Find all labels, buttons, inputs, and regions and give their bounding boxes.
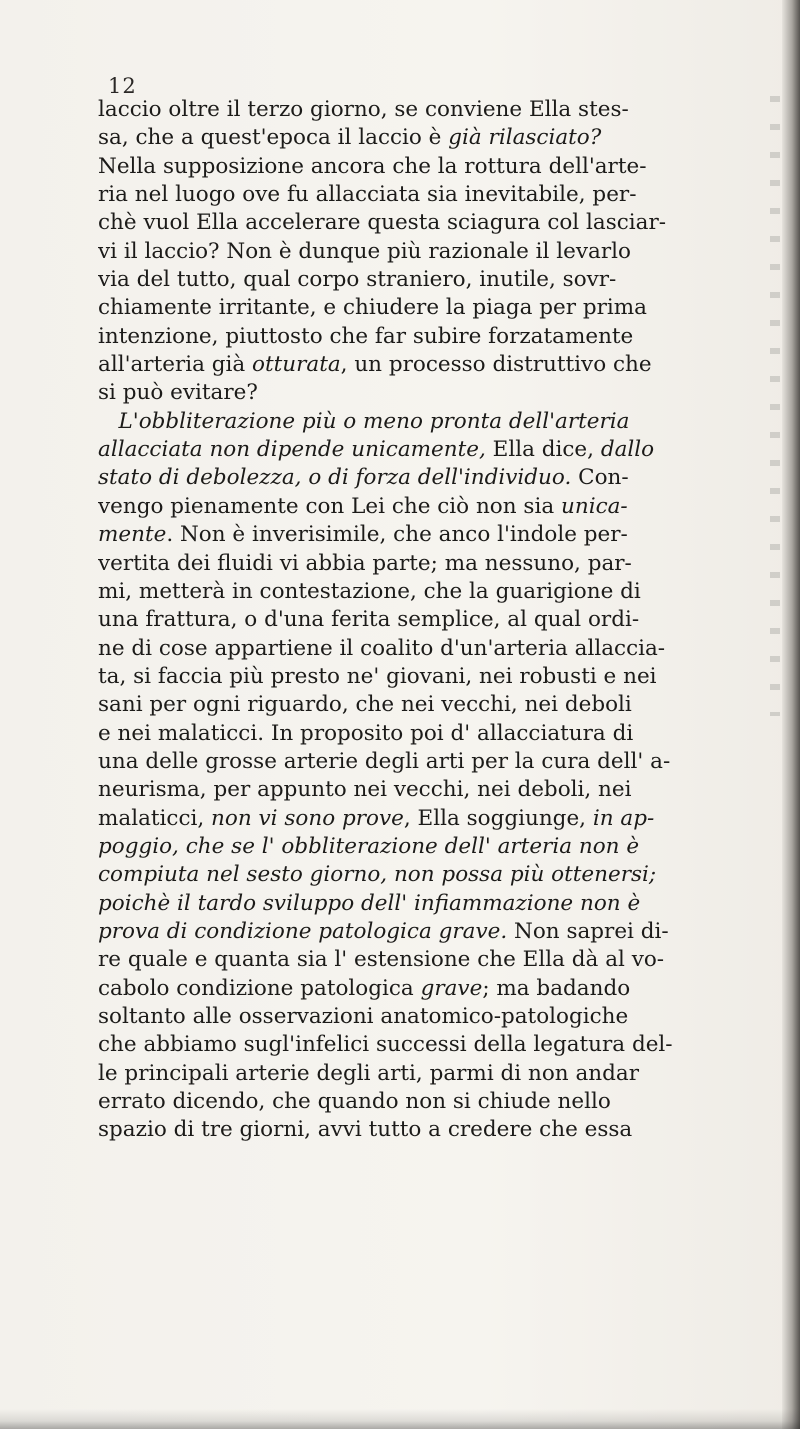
text-segment: malaticci, bbox=[98, 805, 212, 831]
italic-text-segment: non vi sono prove bbox=[211, 805, 404, 831]
text-segment: all'arteria già bbox=[98, 352, 253, 378]
text-line bbox=[98, 124, 768, 152]
text-segment: ne di cose appartiene il coalito d'un'arteria allaccia- bbox=[98, 635, 666, 661]
text-line bbox=[98, 550, 768, 578]
text-line bbox=[98, 436, 768, 464]
italic-text-segment: grave bbox=[420, 975, 483, 1001]
italic-text-segment: prova di condizione patologica grave. bbox=[98, 918, 508, 944]
text-segment: le principali arterie degli arti, parmi di non andar bbox=[98, 1060, 639, 1086]
italic-text-segment: già rilasciato? bbox=[448, 125, 602, 151]
italic-text-segment: unica- bbox=[561, 493, 628, 519]
text-line bbox=[98, 294, 768, 322]
italic-text-segment: compiuta nel sesto giorno, non possa più ottenersi; bbox=[98, 862, 657, 888]
text-segment: ria nel luogo ove fu allacciata sia inevitabile, per- bbox=[98, 182, 637, 208]
text-line bbox=[98, 776, 768, 804]
text-segment: mi, metterà in contestazione, che la guarigione di bbox=[98, 578, 641, 604]
text-line bbox=[98, 181, 768, 209]
text-line bbox=[98, 861, 768, 889]
page-bottom-shadow bbox=[0, 1409, 800, 1429]
adjacent-page-edge-marks bbox=[770, 96, 780, 716]
text-segment: che abbiamo sugl'infelici successi della legatura del- bbox=[98, 1032, 673, 1058]
page-binding-shadow bbox=[782, 0, 800, 1429]
text-segment: ta, si faccia più presto ne' giovani, nei robusti e nei bbox=[98, 663, 657, 689]
text-line bbox=[98, 96, 768, 124]
text-line bbox=[98, 1003, 768, 1031]
text-segment: Nella supposizione ancora che la rottura dell'arte- bbox=[98, 153, 647, 179]
text-segment: Non saprei di- bbox=[507, 918, 669, 944]
text-segment: si può evitare? bbox=[98, 380, 258, 406]
text-line bbox=[98, 635, 768, 663]
text-line bbox=[98, 323, 768, 351]
text-line bbox=[98, 748, 768, 776]
text-line bbox=[98, 379, 768, 407]
italic-text-segment: L'obbliterazione più o meno pronta dell'arteria bbox=[98, 408, 630, 434]
text-line bbox=[98, 720, 768, 748]
italic-text-segment: mente bbox=[98, 522, 167, 548]
text-segment: . Non è inverisimile, che anco l'indole per- bbox=[166, 522, 628, 548]
italic-text-segment: in ap- bbox=[592, 805, 655, 831]
text-line bbox=[98, 691, 768, 719]
body-text bbox=[98, 96, 768, 1145]
text-segment: una delle grosse arterie degli arti per la cura dell' a- bbox=[98, 748, 671, 774]
text-line bbox=[98, 1031, 768, 1059]
text-line bbox=[98, 890, 768, 918]
text-segment: chiamente irritante, e chiudere la piaga per prima bbox=[98, 295, 647, 321]
text-line bbox=[98, 578, 768, 606]
text-line bbox=[98, 521, 768, 549]
text-segment: errato dicendo, che quando non si chiude nello bbox=[98, 1089, 611, 1115]
page-number: 12 bbox=[108, 74, 137, 98]
text-segment: ; ma badando bbox=[482, 975, 631, 1001]
text-segment: , Ella soggiunge, bbox=[403, 805, 593, 831]
text-line bbox=[98, 464, 768, 492]
text-segment: sani per ogni riguardo, che nei vecchi, nei deboli bbox=[98, 692, 632, 718]
italic-text-segment: otturata bbox=[252, 352, 341, 378]
text-segment: vertita dei fluidi vi abbia parte; ma nessuno, par- bbox=[98, 550, 632, 576]
text-line bbox=[98, 209, 768, 237]
text-line bbox=[98, 1088, 768, 1116]
italic-text-segment: poggio, che se l' obbliterazione dell' arteria non è bbox=[98, 833, 640, 859]
italic-text-segment: allacciata non dipende unicamente, bbox=[98, 437, 486, 463]
text-line bbox=[98, 833, 768, 861]
text-line bbox=[98, 408, 768, 436]
italic-text-segment: dallo bbox=[600, 437, 655, 463]
text-segment: e nei malaticci. In proposito poi d' allacciatura di bbox=[98, 720, 634, 746]
text-segment: chè vuol Ella accelerare questa sciagura col lasciar- bbox=[98, 210, 667, 236]
text-segment: cabolo condizione patologica bbox=[98, 975, 421, 1001]
text-segment: sa, che a quest'epoca il laccio è bbox=[98, 125, 449, 151]
text-line bbox=[98, 351, 768, 379]
text-segment: spazio di tre giorni, avvi tutto a credere che essa bbox=[98, 1117, 633, 1143]
text-segment: Con- bbox=[571, 465, 629, 491]
text-line bbox=[98, 946, 768, 974]
text-line bbox=[98, 1116, 768, 1144]
text-line bbox=[98, 975, 768, 1003]
text-line bbox=[98, 663, 768, 691]
text-segment: via del tutto, qual corpo straniero, inutile, sovr- bbox=[98, 267, 617, 293]
italic-text-segment: poichè il tardo sviluppo dell' infiammazione non è bbox=[98, 890, 641, 916]
text-segment: laccio oltre il terzo giorno, se conviene Ella stes- bbox=[98, 97, 629, 122]
text-segment: neurisma, per appunto nei vecchi, nei deboli, nei bbox=[98, 777, 632, 803]
text-segment: Ella dice, bbox=[485, 437, 601, 463]
text-line bbox=[98, 493, 768, 521]
text-line bbox=[98, 918, 768, 946]
text-line bbox=[98, 606, 768, 634]
text-line bbox=[98, 266, 768, 294]
text-line bbox=[98, 805, 768, 833]
text-segment: intenzione, piuttosto che far subire forzatamente bbox=[98, 323, 634, 349]
text-line bbox=[98, 1060, 768, 1088]
text-segment: vengo pienamente con Lei che ciò non sia bbox=[98, 493, 561, 519]
text-segment: soltanto alle osservazioni anatomico-patologiche bbox=[98, 1004, 629, 1029]
text-segment: vi il laccio? Non è dunque più razionale il levarlo bbox=[98, 238, 631, 264]
text-line bbox=[98, 238, 768, 266]
text-line bbox=[98, 153, 768, 181]
text-segment: , un processo distruttivo che bbox=[340, 352, 652, 378]
italic-text-segment: stato di debolezza, o di forza dell'individuo. bbox=[98, 465, 572, 491]
text-segment: una frattura, o d'una ferita semplice, al qual ordi- bbox=[98, 607, 640, 633]
text-segment: re quale e quanta sia l' estensione che Ella dà al vo- bbox=[98, 947, 665, 973]
